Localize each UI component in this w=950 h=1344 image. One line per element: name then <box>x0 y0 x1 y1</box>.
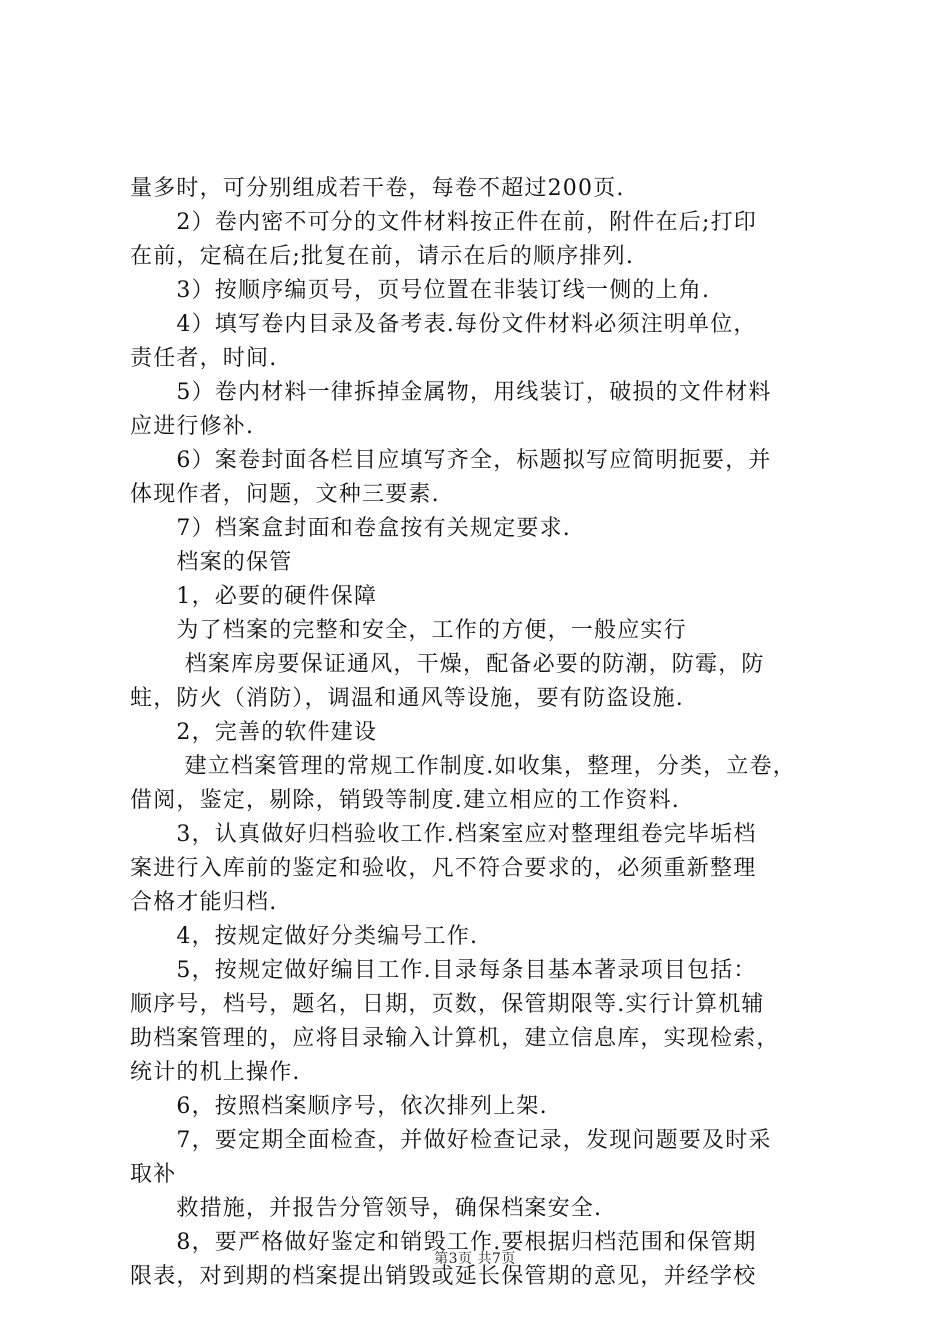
text-line: 7，要定期全面检查，并做好检查记录，发现问题要及时采 <box>130 1128 772 1153</box>
document-body <box>130 172 850 1294</box>
text-line: 4）填写卷内目录及备考表.每份文件材料必须注明单位， <box>130 312 757 337</box>
text-line: 4，按规定做好分类编号工作. <box>130 924 479 949</box>
text-line: 8，要严格做好鉴定和销毁工作.要根据归档范围和保管期 <box>130 1230 757 1255</box>
section-heading: 档案的保管 <box>130 550 293 575</box>
text-line: 助档案管理的，应将目录输入计算机，建立信息库，实现检索， <box>130 1026 780 1051</box>
text-line: 为了档案的完整和安全，工作的方便，一般应实行 <box>130 618 687 643</box>
text-line: 5）卷内材料一律拆掉金属物，用线装订，破损的文件材料 <box>130 380 772 405</box>
text-line: 体现作者，问题，文种三要素. <box>130 482 440 507</box>
text-line: 3，认真做好归档验收工作.档案室应对整理组卷完毕垢档 <box>130 822 757 847</box>
text-line: 2）卷内密不可分的文件材料按正件在前，附件在后;打印 <box>130 210 758 235</box>
text-line: 救措施，并报告分管领导，确保档案安全. <box>130 1196 603 1221</box>
text-line: 统计的机上操作. <box>130 1060 301 1085</box>
text-line: 6，按照档案顺序号，依次排列上架. <box>130 1094 548 1119</box>
text-line: 档案库房要保证通风，干燥，配备必要的防潮，防霉，防 <box>130 652 765 677</box>
text-line: 限表，对到期的档案提出销毁或延长保管期的意见，并经学校 <box>130 1264 757 1289</box>
text-line: 量多时，可分别组成若干卷，每卷不超过200页. <box>130 176 625 201</box>
page-number-footer: 第3页 共7页 <box>434 1251 516 1267</box>
text-line: 借阅，鉴定，剔除，销毁等制度.建立相应的工作资料. <box>130 788 680 813</box>
text-line: 7）档案盒封面和卷盒按有关规定要求. <box>130 516 571 541</box>
text-line: 合格才能归档. <box>130 890 278 915</box>
text-line: 顺序号，档号，题名，日期，页数，保管期限等.实行计算机辅 <box>130 992 765 1017</box>
text-line: 取补 <box>130 1162 177 1187</box>
text-line: 3）按顺序编页号，页号位置在非装订线一侧的上角. <box>130 278 711 303</box>
text-line: 案进行入库前的鉴定和验收，凡不符合要求的，必须重新整理 <box>130 856 757 881</box>
text-line: 5，按规定做好编目工作.目录每条目基本著录项目包括： <box>130 958 757 983</box>
text-line: 应进行修补. <box>130 414 255 439</box>
text-line: 建立档案管理的常规工作制度.如收集，整理，分类，立卷， <box>130 754 796 779</box>
text-line: 责任者，时间. <box>130 346 278 371</box>
text-line: 2，完善的软件建设 <box>130 720 378 745</box>
text-line: 在前，定稿在后;批复在前，请示在后的顺序排列. <box>130 244 635 269</box>
text-line: 1，必要的硬件保障 <box>130 584 378 609</box>
text-line: 6）案卷封面各栏目应填写齐全，标题拟写应简明扼要，并 <box>130 448 772 473</box>
text-line: 蛀，防火（消防），调温和通风等设施，要有防盗设施. <box>130 686 684 711</box>
